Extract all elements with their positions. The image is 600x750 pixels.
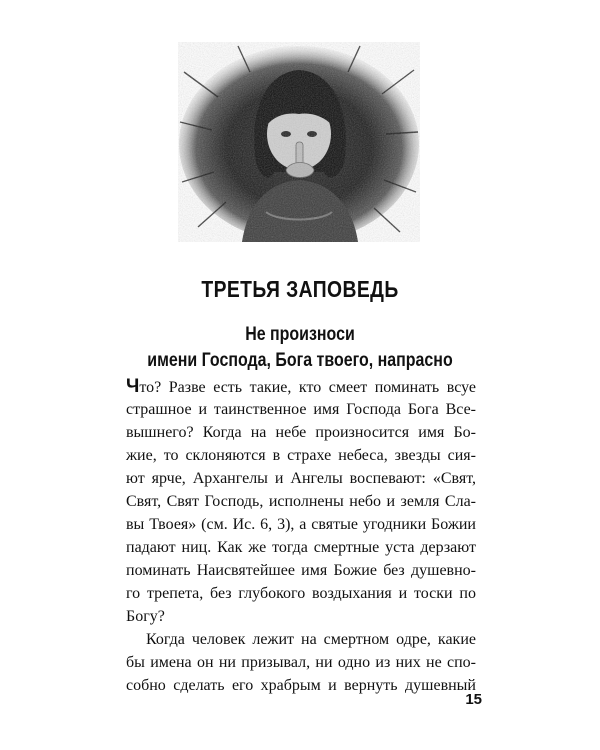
subtitle-line-2: имени Господа, Бога твоего, напрасно xyxy=(147,350,453,371)
body-line: Свят, Свят Господь, исполнены небо и земля Сла- xyxy=(126,493,476,510)
drop-cap: Ч xyxy=(126,376,140,397)
body-line: ют ярче, Архангелы и Ангелы воспевают: «Свят, xyxy=(126,470,476,487)
body-line: Что? Разве есть такие, кто смеет поминать всуе xyxy=(126,376,476,397)
body-line: жие, то склоняются в страхе небеса, звезды сия- xyxy=(126,447,476,464)
body-line: падают ниц. Как же тогда смертные уста дерзают xyxy=(126,539,476,556)
body-line: поминать Наисвятейшее имя Божие без душевно- xyxy=(126,562,476,579)
body-line: вышнего? Когда на небе произносится имя Бо- xyxy=(126,424,476,441)
chapter-subtitle xyxy=(48,322,552,374)
body-line: собно сделать его храбрым и вернуть душевный xyxy=(126,677,476,694)
body-text xyxy=(126,375,476,697)
subtitle-line-1: Не произноси xyxy=(245,324,355,345)
body-line: вы Твоея» (см. Ис. 6, 3), а святые угодники Божии xyxy=(126,516,476,533)
chapter-title: ТРЕТЬЯ ЗАПОВЕДЬ xyxy=(201,276,399,302)
body-line: бы имена он ни призывал, ни одно из них не спо- xyxy=(126,654,476,671)
page-number: 15 xyxy=(465,691,482,708)
body-line: страшное и таинственное имя Господа Бога Все- xyxy=(126,401,476,418)
body-line: го трепета, без глубокого воздыхания и тоски по xyxy=(126,585,476,602)
body-line: Когда человек лежит на смертном одре, какие xyxy=(146,631,476,648)
child-shush-photo xyxy=(178,42,420,242)
body-line: Богу? xyxy=(126,608,165,625)
